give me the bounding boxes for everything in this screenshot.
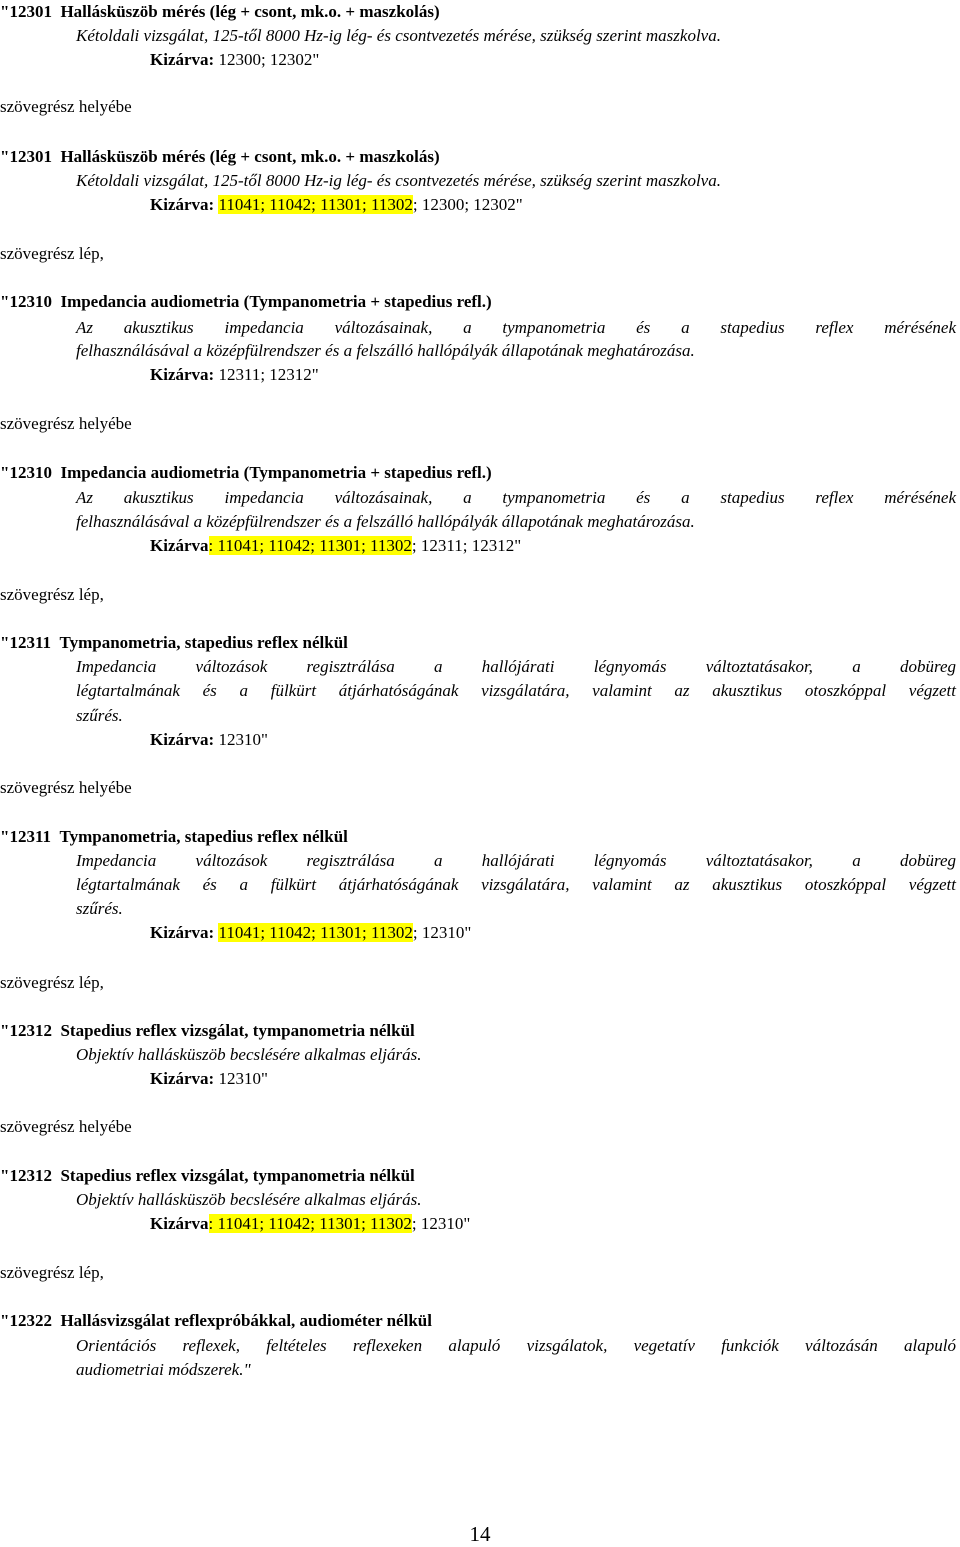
exclusion-codes: 12300; 12302" [214, 50, 320, 69]
exclusion-label: Kizárva: [150, 50, 215, 69]
exclusion-label: Kizárva: [150, 730, 215, 749]
exclusion-codes: 12310" [214, 1069, 268, 1088]
connector-text: szövegrész lép, [0, 1263, 104, 1282]
section-description: Objektív hallásküszöb becslésére alkalmas eljárás. [76, 1045, 422, 1064]
exclusion-label: Kizárva [150, 1214, 209, 1233]
connector-text: szövegrész lép, [0, 585, 104, 604]
connector-text: szövegrész helyébe [0, 414, 132, 433]
exclusion-codes: ; 12300; 12302" [412, 195, 523, 214]
section-description: Objektív hallásküszöb becslésére alkalmas eljárás. [76, 1190, 422, 1209]
section-description: Az akusztikus impedancia változásainak, a tympanometria és a stapedius reflex mérésének [76, 488, 956, 507]
connector-text: szövegrész lép, [0, 973, 104, 992]
section-description: légtartalmának és a fülkürt átjárhatóságának vizsgálatára, valamint az akusztikus otoszkóppal végzett [76, 875, 956, 894]
exclusion-label: Kizárva: [150, 1069, 215, 1088]
exclusion-line [150, 922, 471, 944]
section-description: felhasználásával a középfülrendszer és a felszálló hallópályák állapotának meghatározása. [76, 341, 695, 360]
highlighted-codes: : 11041; 11042; 11301; 11302 [208, 1214, 412, 1233]
section-description: Impedancia változások regisztrálása a hallójárati légnyomás változtatásakor, a dobüreg [76, 657, 956, 676]
section-title: Hallásküszöb mérés (lég + csont, mk.o. + maszkolás) [60, 147, 440, 166]
section-description: Orientációs reflexek, feltételes reflexeken alapuló vizsgálatok, vegetatív funkciók változásán alapuló [76, 1336, 956, 1355]
exclusion-line [150, 364, 319, 386]
section-heading [0, 146, 440, 168]
exclusion-line [150, 49, 319, 71]
exclusion-line [150, 1068, 268, 1090]
exclusion-codes: 12311; 12312" [214, 365, 319, 384]
section-heading [0, 826, 348, 848]
section-title: Impedancia audiometria (Tympanometria + stapedius refl.) [60, 463, 492, 482]
section-title: Hallásvizsgálat reflexpróbákkal, audiométer nélkül [60, 1311, 432, 1330]
section-code: "12311 [0, 633, 51, 652]
section-title: Tympanometria, stapedius reflex nélkül [59, 633, 348, 652]
section-description: Kétoldali vizsgálat, 125-től 8000 Hz-ig lég- és csontvezetés mérése, szükség szerint maszkolva. [76, 171, 721, 190]
section-title: Stapedius reflex vizsgálat, tympanometria nélkül [60, 1166, 415, 1185]
section-code: "12301 [0, 147, 52, 166]
section-heading [0, 1, 440, 23]
section-code: "12310 [0, 463, 52, 482]
connector-text: szövegrész helyébe [0, 97, 132, 116]
section-heading [0, 291, 492, 313]
exclusion-label: Kizárva: [150, 365, 215, 384]
section-code: "12312 [0, 1166, 52, 1185]
section-code: "12322 [0, 1311, 52, 1330]
section-title: Hallásküszöb mérés (lég + csont, mk.o. + maszkolás) [60, 2, 440, 21]
section-code: "12301 [0, 2, 52, 21]
section-description: Az akusztikus impedancia változásainak, a tympanometria és a stapedius reflex mérésének [76, 318, 956, 337]
exclusion-codes: ; 12310" [412, 923, 472, 942]
exclusion-codes: ; 12310" [411, 1214, 471, 1233]
highlighted-codes: 11041; 11042; 11301; 11302 [218, 923, 413, 942]
section-heading [0, 1020, 415, 1042]
exclusion-label: Kizárva: [150, 923, 215, 942]
exclusion-line [150, 1213, 470, 1235]
section-heading [0, 632, 348, 654]
section-description: szűrés. [76, 706, 123, 725]
connector-text: szövegrész helyébe [0, 1117, 132, 1136]
section-heading [0, 1310, 432, 1332]
section-heading [0, 462, 492, 484]
connector-text: szövegrész helyébe [0, 778, 132, 797]
page-number: 14 [469, 1522, 491, 1546]
exclusion-codes: 12310" [214, 730, 268, 749]
highlighted-codes: : 11041; 11042; 11301; 11302 [208, 536, 412, 555]
section-description: felhasználásával a középfülrendszer és a felszálló hallópályák állapotának meghatározása. [76, 512, 695, 531]
section-title: Stapedius reflex vizsgálat, tympanometria nélkül [60, 1021, 415, 1040]
exclusion-line [150, 194, 523, 216]
connector-text: szövegrész lép, [0, 244, 104, 263]
section-description: szűrés. [76, 899, 123, 918]
section-code: "12310 [0, 292, 52, 311]
section-code: "12311 [0, 827, 51, 846]
exclusion-codes: ; 12311; 12312" [411, 536, 522, 555]
section-description: Kétoldali vizsgálat, 125-től 8000 Hz-ig lég- és csontvezetés mérése, szükség szerint maszkolva. [76, 26, 721, 45]
exclusion-label: Kizárva [150, 536, 209, 555]
section-title: Tympanometria, stapedius reflex nélkül [59, 827, 348, 846]
section-description: légtartalmának és a fülkürt átjárhatóságának vizsgálatára, valamint az akusztikus otoszkóppal végzett [76, 681, 956, 700]
section-code: "12312 [0, 1021, 52, 1040]
exclusion-label: Kizárva: [150, 195, 215, 214]
section-title: Impedancia audiometria (Tympanometria + stapedius refl.) [60, 292, 492, 311]
exclusion-line [150, 729, 268, 751]
highlighted-codes: 11041; 11042; 11301; 11302 [218, 195, 413, 214]
section-description: Impedancia változások regisztrálása a hallójárati légnyomás változtatásakor, a dobüreg [76, 851, 956, 870]
exclusion-line [150, 535, 521, 557]
section-heading [0, 1165, 415, 1187]
section-description: audiometriai módszerek." [76, 1360, 251, 1379]
